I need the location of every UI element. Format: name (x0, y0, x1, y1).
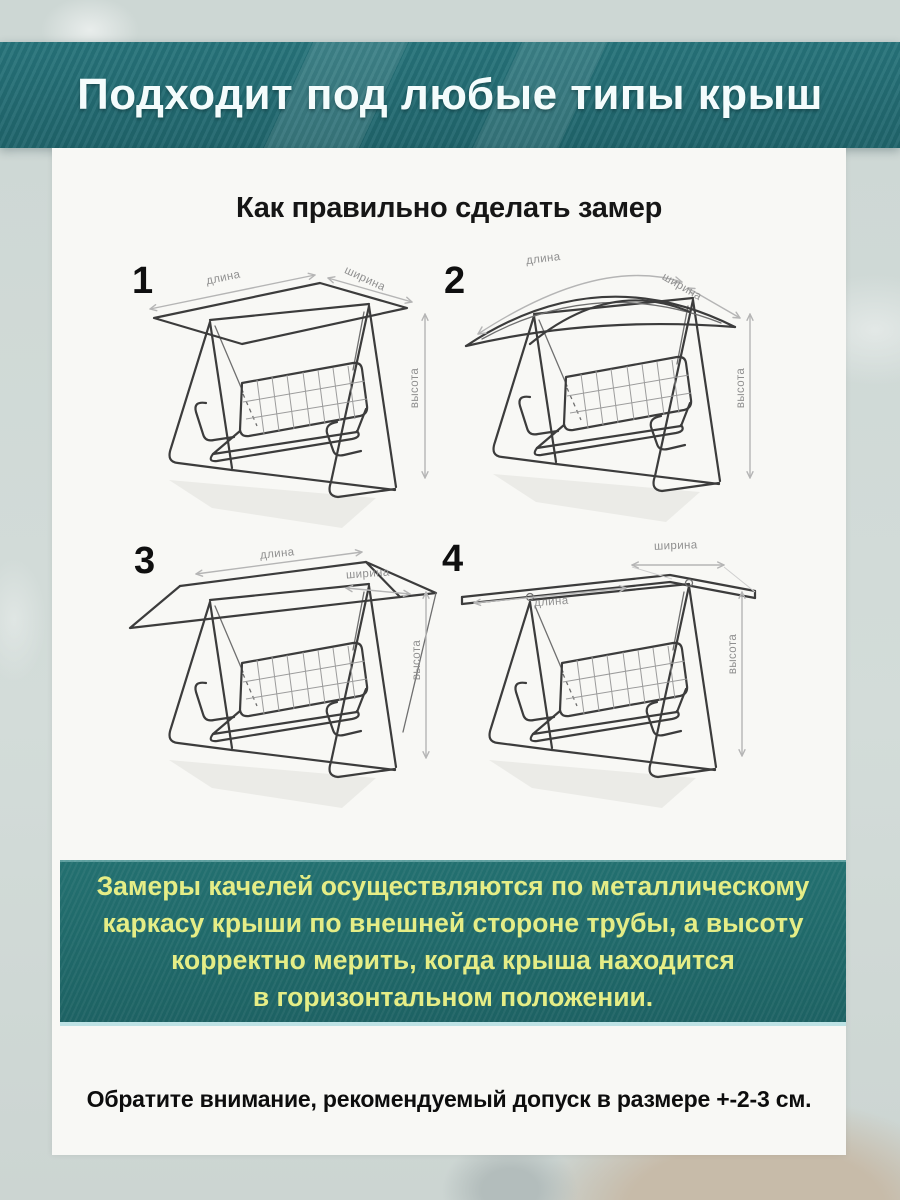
width-arrow (346, 588, 410, 594)
width-label: ширина (659, 270, 704, 304)
measurement-note-box (60, 860, 846, 1026)
swing-flat-roof-drawing (114, 256, 444, 536)
note-line: корректно мерить, когда крыша находится (171, 945, 735, 975)
content-panel (52, 148, 846, 1155)
diagram-number: 3 (134, 540, 156, 582)
frame-bar-top (462, 575, 755, 597)
height-label: высота (735, 367, 748, 409)
height-label: высота (409, 367, 422, 409)
height-label: высота (727, 633, 740, 675)
width-label: ширина (653, 539, 698, 553)
diagram-number: 2 (444, 260, 466, 302)
diagram-3-gabled-roof (114, 536, 444, 816)
diagram-2-arched-roof (438, 250, 768, 530)
diagram-4-open-frame (434, 536, 764, 816)
note-line: Замеры качелей осуществляются по металлическому (96, 871, 810, 901)
length-label: длина (525, 250, 562, 268)
length-arrowhead (478, 327, 486, 334)
length-label: длина (533, 594, 569, 610)
swing-gabled-roof-drawing (114, 536, 444, 816)
diagram-number: 4 (442, 538, 464, 580)
swing-open-frame-drawing (434, 536, 764, 816)
width-label: ширина (345, 566, 390, 582)
length-label: длина (259, 546, 296, 562)
swing-base-art (169, 584, 396, 808)
note-line: в горизонтальном положении. (252, 982, 654, 1012)
swing-base-art (489, 584, 716, 808)
length-label: длина (205, 268, 242, 288)
swing-base-art (169, 304, 396, 528)
diagram-number: 1 (132, 260, 154, 302)
width-label: ширина (342, 264, 388, 294)
tolerance-note: Обратите внимание, рекомендуемый допуск в размере +-2-3 см. (86, 1086, 812, 1112)
swing-arched-roof-drawing (438, 250, 768, 530)
banner (0, 42, 900, 148)
section-heading: Как правильно сделать замер (236, 192, 662, 224)
gable-ridge (180, 562, 366, 586)
note-line: каркасу крыши по внешней стороне трубы, а высоту (102, 908, 804, 938)
height-label: высота (411, 639, 424, 681)
swing-base-art (493, 298, 720, 522)
banner-title: Подходит под любые типы крыш (77, 70, 823, 119)
diagram-1-flat-roof (114, 256, 444, 536)
